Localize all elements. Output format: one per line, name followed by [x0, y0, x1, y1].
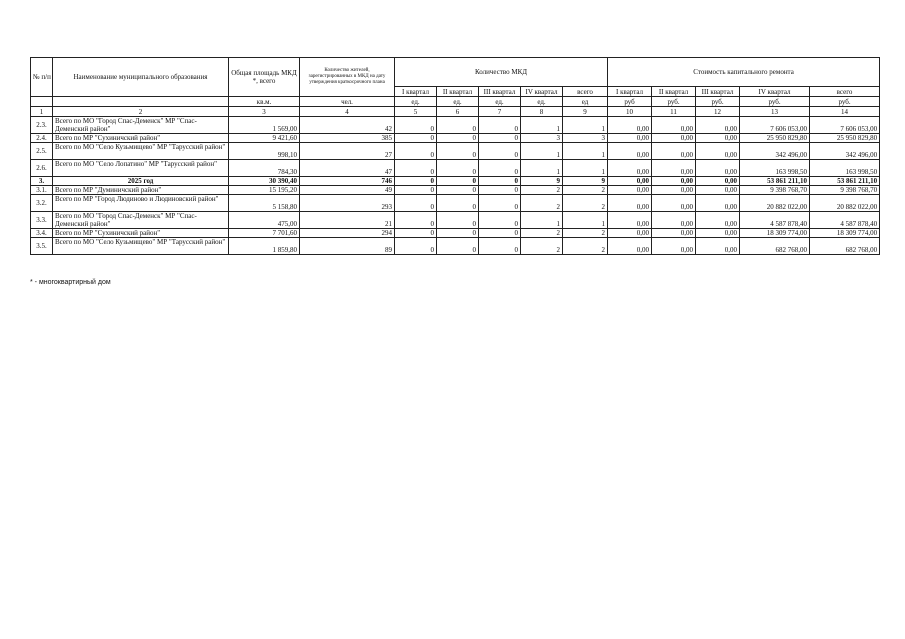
- unit-cell: [31, 97, 53, 107]
- header-cost-q1: I квартал: [608, 87, 652, 97]
- header-mkd-q3: III квартал: [479, 87, 521, 97]
- mkd-total-value: 1: [563, 160, 608, 177]
- cost-q3-value: 0,00: [696, 117, 740, 134]
- unit-cell: чел.: [300, 97, 395, 107]
- header-mkd-q4: IV квартал: [521, 87, 563, 97]
- mkd-q1-value: 0: [395, 117, 437, 134]
- cost-q2-value: 0,00: [652, 134, 696, 143]
- column-number: 3: [229, 107, 300, 117]
- area-value: 30 390,40: [229, 177, 300, 186]
- mkd-q3-value: 0: [479, 229, 521, 238]
- municipality-name: Всего по МО "Город Спас-Деменск" МР "Спас-Деменский район": [53, 117, 229, 134]
- row-number: 2.3.: [31, 117, 53, 134]
- cost-total-value: 53 861 211,10: [810, 177, 880, 186]
- cost-q3-value: 0,00: [696, 177, 740, 186]
- residents-value: 385: [300, 134, 395, 143]
- mkd-q2-value: 0: [437, 238, 479, 255]
- municipality-name: Всего по МО "Село Лопатино" МР "Тарусский район": [53, 160, 229, 177]
- cost-q3-value: 0,00: [696, 238, 740, 255]
- column-number: 7: [479, 107, 521, 117]
- cost-q4-value: 682 768,00: [740, 238, 810, 255]
- mkd-q2-value: 0: [437, 134, 479, 143]
- mkd-total-value: 2: [563, 238, 608, 255]
- header-mkd-q2: II квартал: [437, 87, 479, 97]
- mkd-q1-value: 0: [395, 186, 437, 195]
- unit-cell: руб: [608, 97, 652, 107]
- mkd-total-value: 2: [563, 229, 608, 238]
- mkd-q3-value: 0: [479, 195, 521, 212]
- table-row: [31, 195, 880, 212]
- mkd-q2-value: 0: [437, 195, 479, 212]
- mkd-q1-value: 0: [395, 212, 437, 229]
- cost-total-value: 18 309 774,00: [810, 229, 880, 238]
- mkd-q3-value: 0: [479, 177, 521, 186]
- capital-repair-table: [30, 57, 880, 255]
- mkd-q1-value: 0: [395, 160, 437, 177]
- mkd-q2-value: 0: [437, 117, 479, 134]
- header-cost-q3: III квартал: [696, 87, 740, 97]
- cost-q1-value: 0,00: [608, 117, 652, 134]
- mkd-q2-value: 0: [437, 212, 479, 229]
- residents-value: 746: [300, 177, 395, 186]
- area-value: 784,30: [229, 160, 300, 177]
- mkd-total-value: 9: [563, 177, 608, 186]
- column-number: 5: [395, 107, 437, 117]
- header-residents: Количество жителей, зарегистрированных в МКД на дату утверждения краткосрочного плана: [300, 58, 395, 97]
- column-number: 13: [740, 107, 810, 117]
- mkd-q2-value: 0: [437, 186, 479, 195]
- mkd-q4-value: 2: [521, 238, 563, 255]
- residents-value: 42: [300, 117, 395, 134]
- column-number: 11: [652, 107, 696, 117]
- area-value: 1 569,00: [229, 117, 300, 134]
- table-row: [31, 238, 880, 255]
- column-number: 2: [53, 107, 229, 117]
- mkd-q4-value: 3: [521, 134, 563, 143]
- header-cost-q4: IV квартал: [740, 87, 810, 97]
- column-number: 6: [437, 107, 479, 117]
- unit-cell: ед.: [395, 97, 437, 107]
- cost-q1-value: 0,00: [608, 160, 652, 177]
- municipality-name: Всего по МР "Город Людиново и Людиновский район": [53, 195, 229, 212]
- cost-q4-value: 342 496,00: [740, 143, 810, 160]
- header-name: Наименование муниципального образования: [53, 58, 229, 97]
- mkd-q4-value: 1: [521, 160, 563, 177]
- cost-q2-value: 0,00: [652, 212, 696, 229]
- municipality-name: Всего по МО "Село Кузьмищево" МР "Тарусский район": [53, 238, 229, 255]
- municipality-name: Всего по МО "Село Кузьмищево" МР "Тарусский район": [53, 143, 229, 160]
- mkd-q4-value: 1: [521, 212, 563, 229]
- cost-q1-value: 0,00: [608, 238, 652, 255]
- mkd-q3-value: 0: [479, 117, 521, 134]
- unit-cell: руб.: [652, 97, 696, 107]
- cost-q4-value: 53 861 211,10: [740, 177, 810, 186]
- area-value: 1 859,80: [229, 238, 300, 255]
- area-value: 7 701,60: [229, 229, 300, 238]
- area-value: 998,10: [229, 143, 300, 160]
- mkd-total-value: 3: [563, 134, 608, 143]
- cost-q1-value: 0,00: [608, 186, 652, 195]
- cost-q2-value: 0,00: [652, 160, 696, 177]
- cost-q1-value: 0,00: [608, 177, 652, 186]
- cost-q4-value: 18 309 774,00: [740, 229, 810, 238]
- cost-total-value: 7 606 053,00: [810, 117, 880, 134]
- cost-total-value: 9 398 768,70: [810, 186, 880, 195]
- cost-total-value: 20 882 022,00: [810, 195, 880, 212]
- cost-q3-value: 0,00: [696, 195, 740, 212]
- mkd-q3-value: 0: [479, 186, 521, 195]
- mkd-q2-value: 0: [437, 160, 479, 177]
- footnote: * - многоквартирный дом: [30, 279, 111, 286]
- row-number: 3.1.: [31, 186, 53, 195]
- header-cost: Стоимость капитального ремонта: [608, 58, 880, 87]
- mkd-total-value: 2: [563, 186, 608, 195]
- mkd-q4-value: 1: [521, 143, 563, 160]
- mkd-q1-value: 0: [395, 143, 437, 160]
- row-number: 3.5.: [31, 238, 53, 255]
- municipality-name: Всего по МР "Сухиничский район": [53, 229, 229, 238]
- cost-q1-value: 0,00: [608, 229, 652, 238]
- cost-q3-value: 0,00: [696, 160, 740, 177]
- unit-cell: ед: [563, 97, 608, 107]
- mkd-q1-value: 0: [395, 134, 437, 143]
- mkd-q4-value: 2: [521, 229, 563, 238]
- table-body: [31, 117, 880, 255]
- cost-q2-value: 0,00: [652, 177, 696, 186]
- residents-value: 21: [300, 212, 395, 229]
- row-number: 2.5.: [31, 143, 53, 160]
- cost-q3-value: 0,00: [696, 229, 740, 238]
- mkd-q3-value: 0: [479, 143, 521, 160]
- row-number: 2.4.: [31, 134, 53, 143]
- cost-q1-value: 0,00: [608, 212, 652, 229]
- cost-q4-value: 20 882 022,00: [740, 195, 810, 212]
- table-row: [31, 117, 880, 134]
- cost-q3-value: 0,00: [696, 134, 740, 143]
- unit-cell: кв.м.: [229, 97, 300, 107]
- cost-q4-value: 25 950 829,80: [740, 134, 810, 143]
- cost-q1-value: 0,00: [608, 143, 652, 160]
- residents-value: 47: [300, 160, 395, 177]
- mkd-q1-value: 0: [395, 238, 437, 255]
- mkd-q3-value: 0: [479, 134, 521, 143]
- mkd-q4-value: 9: [521, 177, 563, 186]
- unit-cell: ед.: [479, 97, 521, 107]
- municipality-name: Всего по МР "Думиничский район": [53, 186, 229, 195]
- cost-q3-value: 0,00: [696, 212, 740, 229]
- municipality-name: Всего по МР "Сухиничский район": [53, 134, 229, 143]
- mkd-q2-value: 0: [437, 177, 479, 186]
- column-number: 10: [608, 107, 652, 117]
- municipality-name: 2025 год: [53, 177, 229, 186]
- table-row: [31, 134, 880, 143]
- cost-q1-value: 0,00: [608, 134, 652, 143]
- cost-q1-value: 0,00: [608, 195, 652, 212]
- unit-cell: руб.: [810, 97, 880, 107]
- header-cost-total: всего: [810, 87, 880, 97]
- cost-q4-value: 7 606 053,00: [740, 117, 810, 134]
- mkd-total-value: 1: [563, 212, 608, 229]
- table-row: [31, 229, 880, 238]
- area-value: 9 421,60: [229, 134, 300, 143]
- cost-q2-value: 0,00: [652, 238, 696, 255]
- cost-q2-value: 0,00: [652, 229, 696, 238]
- area-value: 15 195,20: [229, 186, 300, 195]
- table-row: [31, 143, 880, 160]
- area-value: 5 158,80: [229, 195, 300, 212]
- table-row-total: [31, 177, 880, 186]
- column-number: 4: [300, 107, 395, 117]
- table-row: [31, 212, 880, 229]
- mkd-q4-value: 2: [521, 195, 563, 212]
- residents-value: 49: [300, 186, 395, 195]
- mkd-total-value: 1: [563, 117, 608, 134]
- column-number: 14: [810, 107, 880, 117]
- mkd-q1-value: 0: [395, 177, 437, 186]
- cost-q2-value: 0,00: [652, 195, 696, 212]
- mkd-q1-value: 0: [395, 195, 437, 212]
- mkd-q2-value: 0: [437, 143, 479, 160]
- row-number: 2.6.: [31, 160, 53, 177]
- unit-cell: руб.: [740, 97, 810, 107]
- cost-q2-value: 0,00: [652, 143, 696, 160]
- mkd-q3-value: 0: [479, 160, 521, 177]
- cost-q4-value: 9 398 768,70: [740, 186, 810, 195]
- residents-value: 89: [300, 238, 395, 255]
- cost-q4-value: 163 998,50: [740, 160, 810, 177]
- row-number: 3.: [31, 177, 53, 186]
- municipality-name: Всего по МО "Город Спас-Деменск" МР "Спас-Деменский район": [53, 212, 229, 229]
- area-value: 475,00: [229, 212, 300, 229]
- cost-q3-value: 0,00: [696, 186, 740, 195]
- cost-total-value: 4 587 878,40: [810, 212, 880, 229]
- cost-total-value: 163 998,50: [810, 160, 880, 177]
- cost-total-value: 682 768,00: [810, 238, 880, 255]
- mkd-q2-value: 0: [437, 229, 479, 238]
- cost-q2-value: 0,00: [652, 186, 696, 195]
- mkd-q4-value: 2: [521, 186, 563, 195]
- mkd-total-value: 1: [563, 143, 608, 160]
- cost-q3-value: 0,00: [696, 143, 740, 160]
- table-row: [31, 160, 880, 177]
- unit-cell: руб.: [696, 97, 740, 107]
- mkd-q4-value: 1: [521, 117, 563, 134]
- residents-value: 293: [300, 195, 395, 212]
- unit-cell: ед.: [437, 97, 479, 107]
- header-cost-q2: II квартал: [652, 87, 696, 97]
- column-number: 8: [521, 107, 563, 117]
- header-no: № п/п: [31, 58, 53, 97]
- row-number: 3.2.: [31, 195, 53, 212]
- row-number: 3.3.: [31, 212, 53, 229]
- cost-total-value: 25 950 829,80: [810, 134, 880, 143]
- cost-q4-value: 4 587 878,40: [740, 212, 810, 229]
- mkd-q3-value: 0: [479, 212, 521, 229]
- header-mkd-count: Количество МКД: [395, 58, 608, 87]
- mkd-q1-value: 0: [395, 229, 437, 238]
- table-row: [31, 186, 880, 195]
- mkd-q3-value: 0: [479, 238, 521, 255]
- column-number: 9: [563, 107, 608, 117]
- unit-cell: [53, 97, 229, 107]
- cost-total-value: 342 496,00: [810, 143, 880, 160]
- column-number: 1: [31, 107, 53, 117]
- residents-value: 294: [300, 229, 395, 238]
- column-number: 12: [696, 107, 740, 117]
- residents-value: 27: [300, 143, 395, 160]
- header-mkd-q1: I квартал: [395, 87, 437, 97]
- cost-q2-value: 0,00: [652, 117, 696, 134]
- header-mkd-total: всего: [563, 87, 608, 97]
- row-number: 3.4.: [31, 229, 53, 238]
- mkd-total-value: 2: [563, 195, 608, 212]
- unit-cell: ед.: [521, 97, 563, 107]
- header-area: Общая площадь МКД *, всего: [229, 58, 300, 97]
